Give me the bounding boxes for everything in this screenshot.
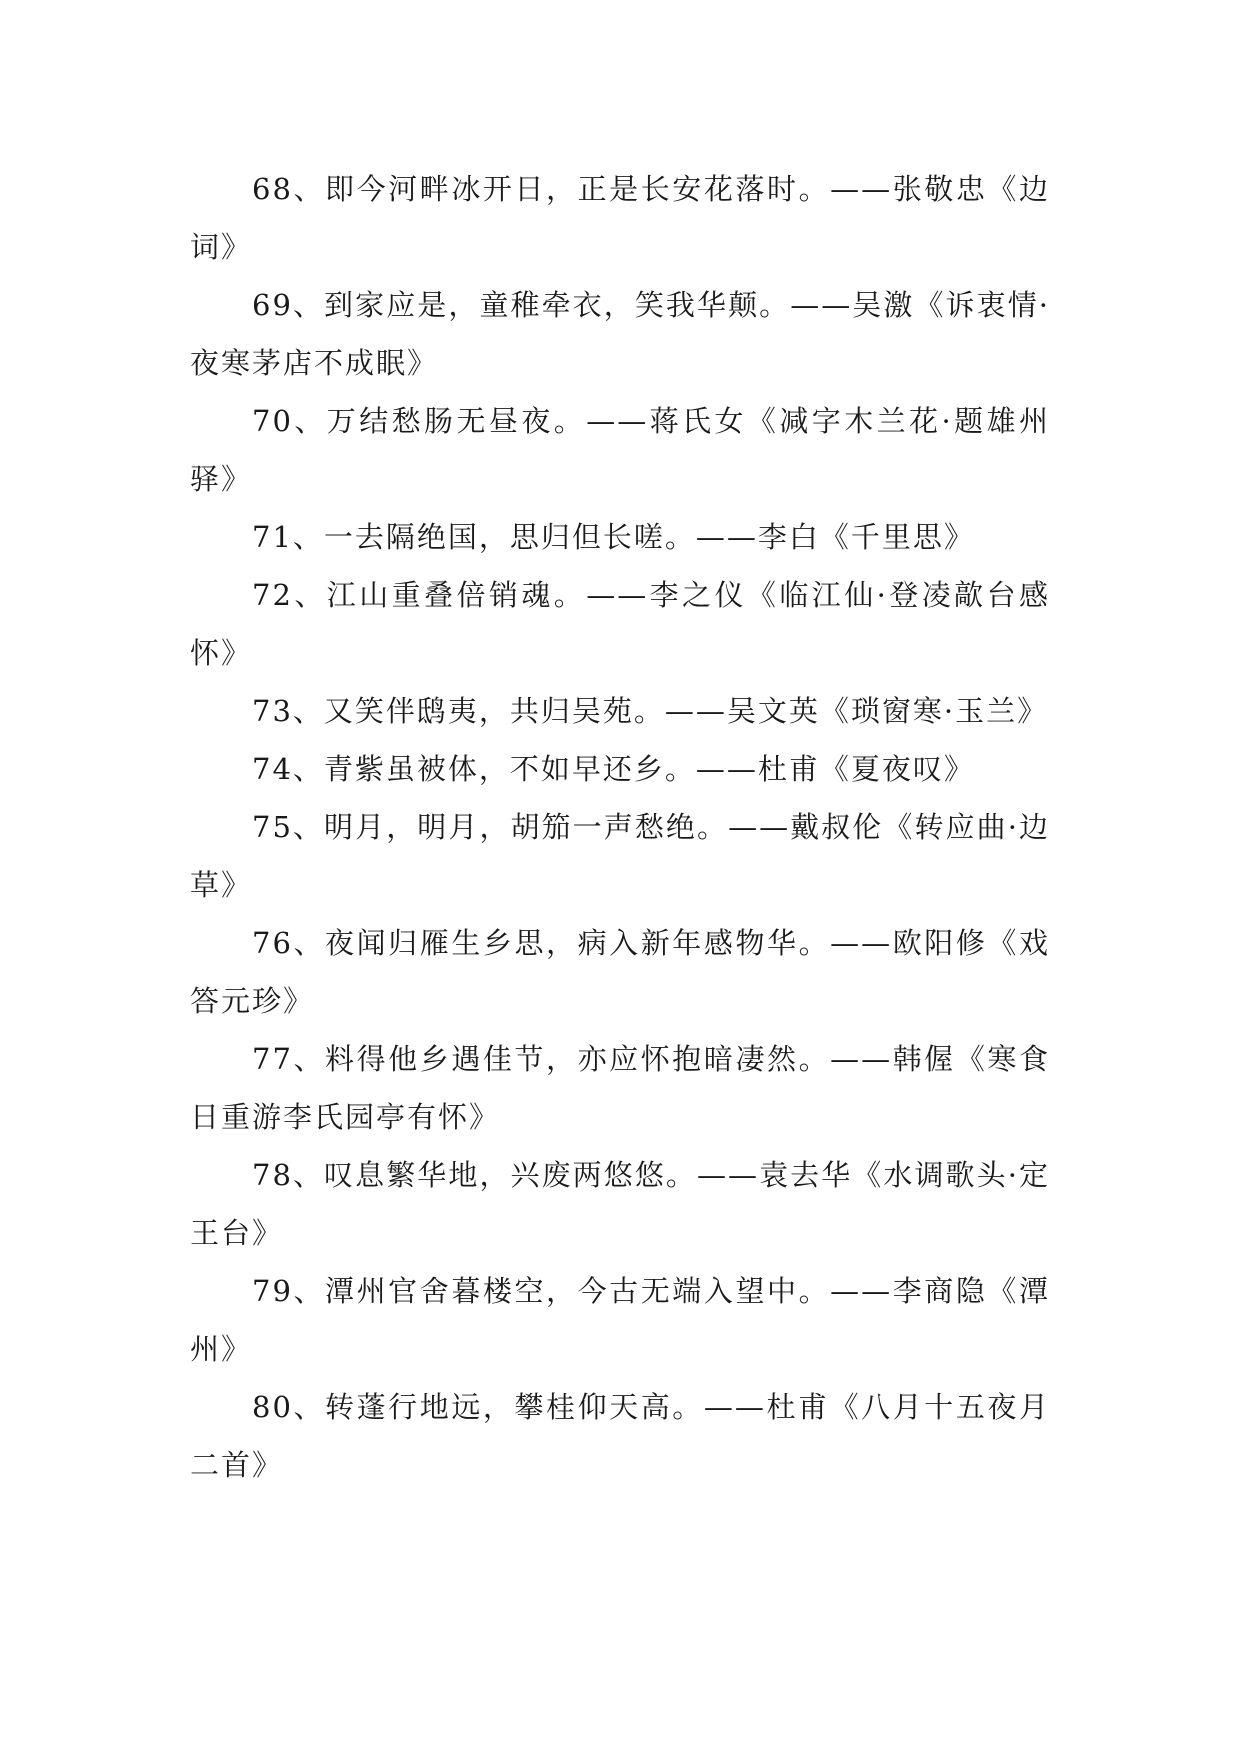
quote-entry-76: 76、夜闻归雁生乡思，病入新年感物华。——欧阳修《戏答元珍》: [190, 926, 1050, 1018]
quote-entry-79: 79、潭州官舍暮楼空，今古无端入望中。——李商隐《潭州》: [190, 1274, 1050, 1366]
quote-entry-77: 77、料得他乡遇佳节，亦应怀抱暗凄然。——韩偓《寒食日重游李氏园亭有怀》: [190, 1042, 1050, 1134]
quote-entry-74: 74、青紫虽被体，不如早还乡。——杜甫《夏夜叹》: [252, 752, 975, 786]
quote-entry-80: 80、转蓬行地远，攀桂仰天高。——杜甫《八月十五夜月二首》: [190, 1390, 1050, 1482]
quote-entry-72: 72、江山重叠倍销魂。——李之仪《临江仙·登凌歊台感怀》: [190, 578, 1050, 670]
quote-entry-71: 71、一去隔绝国，思归但长嗟。——李白《千里思》: [252, 520, 975, 554]
quote-entry-68: 68、即今河畔冰开日，正是长安花落时。——张敬忠《边词》: [190, 172, 1050, 264]
quote-entry-70: 70、万结愁肠无昼夜。——蒋氏女《减字木兰花·题雄州驿》: [190, 404, 1050, 496]
quote-entry-75: 75、明月，明月，胡笳一声愁绝。——戴叔伦《转应曲·边草》: [190, 810, 1050, 902]
quote-entry-73: 73、又笑伴鸱夷，共归吴苑。——吴文英《琐窗寒·玉兰》: [252, 694, 1049, 728]
quote-entry-69: 69、到家应是，童稚牵衣，笑我华颠。——吴激《诉衷情·夜寒茅店不成眠》: [190, 288, 1050, 380]
document-page: [190, 160, 1050, 1494]
quote-entry-78: 78、叹息繁华地，兴废两悠悠。——袁去华《水调歌头·定王台》: [190, 1158, 1050, 1250]
